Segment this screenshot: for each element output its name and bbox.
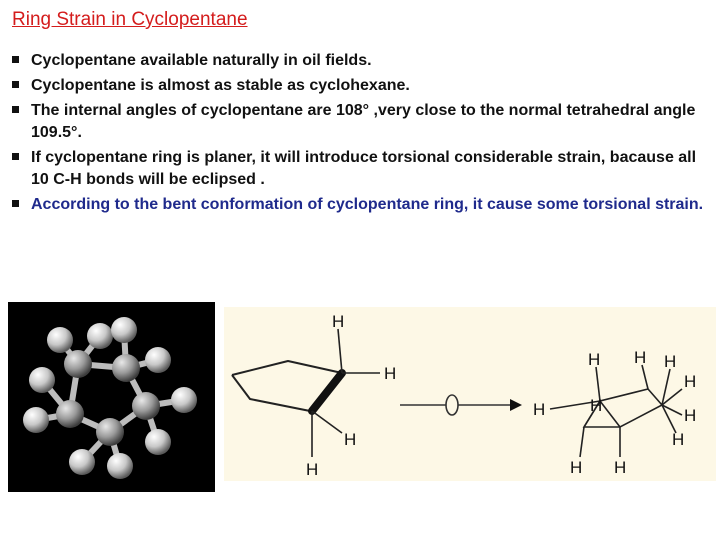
square-bullet-icon bbox=[12, 153, 19, 160]
bullet-list bbox=[12, 50, 718, 219]
bullet-item-highlighted bbox=[12, 194, 718, 216]
bullet-text: According to the bent conformation of cyclopentane ring, it cause some torsional strain. bbox=[31, 196, 704, 213]
h-atom-label: H bbox=[634, 348, 647, 367]
bullet-text: If cyclopentane ring is planer, it will introduce torsional considerable strain, bacause all 10 C-H bonds will be eclipsed . bbox=[31, 149, 697, 188]
square-bullet-icon bbox=[12, 56, 19, 63]
h-atom-label: H bbox=[672, 430, 685, 449]
h-atom-label: H bbox=[332, 312, 345, 331]
bullet-text: The internal angles of cyclopentane are 108° ,very close to the normal tetrahedral angle 109.5°. bbox=[31, 102, 696, 141]
h-atom-label: H bbox=[570, 458, 583, 477]
square-bullet-icon bbox=[12, 106, 19, 113]
ball-and-stick-model-image bbox=[8, 302, 215, 492]
square-bullet-icon bbox=[12, 200, 19, 207]
h-atom-label: H bbox=[614, 458, 627, 477]
h-atom-label: H bbox=[306, 460, 319, 479]
bullet-text: Cyclopentane available naturally in oil fields. bbox=[31, 52, 372, 69]
h-atom-label: H bbox=[684, 406, 697, 425]
h-atom-label: H bbox=[664, 352, 677, 371]
envelope-newman-graphic bbox=[224, 307, 716, 481]
h-atom-label: H bbox=[384, 364, 397, 383]
bullet-item bbox=[12, 50, 718, 72]
conformation-diagram bbox=[224, 307, 716, 481]
bullet-item bbox=[12, 147, 718, 191]
h-atom-label: H bbox=[344, 430, 357, 449]
slide-title: Ring Strain in Cyclopentane bbox=[12, 9, 248, 30]
square-bullet-icon bbox=[12, 81, 19, 88]
h-atom-label: H bbox=[590, 396, 603, 415]
bullet-item bbox=[12, 100, 718, 144]
h-atom-label: H bbox=[533, 400, 546, 419]
h-atom-label: H bbox=[588, 350, 601, 369]
view-arrow-icon bbox=[400, 395, 522, 415]
bullet-item bbox=[12, 75, 718, 97]
bullet-text: Cyclopentane is almost as stable as cyclohexane. bbox=[31, 77, 410, 94]
cyclopentane-model-graphic bbox=[8, 302, 215, 492]
h-atom-label: H bbox=[684, 372, 697, 391]
